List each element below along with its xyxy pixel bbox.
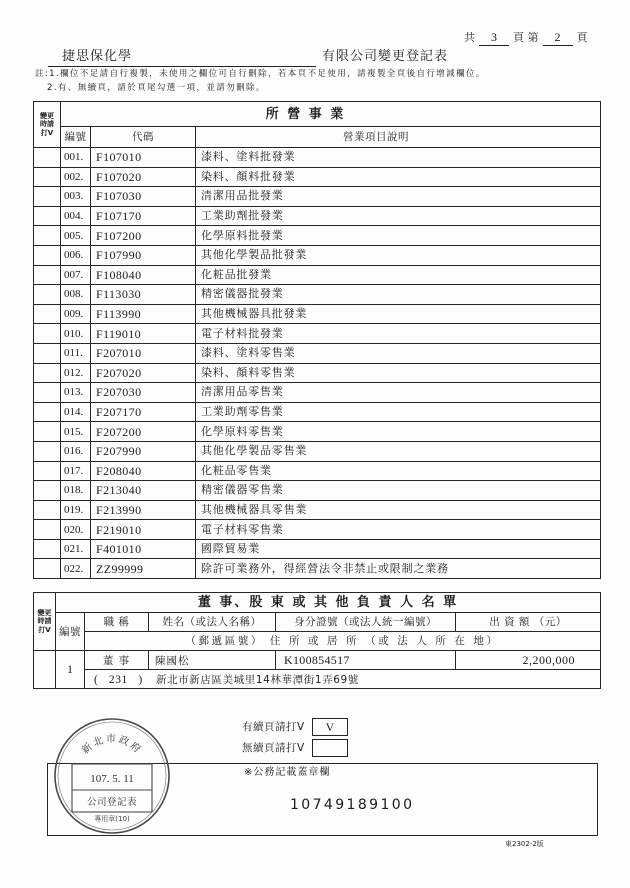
- item-code: F113030: [91, 285, 196, 305]
- seal-authority-arc: [79, 732, 145, 756]
- change-mark-cell: [34, 285, 61, 305]
- responsible-persons-table: [33, 592, 601, 689]
- item-description: 精密儀器零售業: [196, 481, 601, 501]
- item-number: 021.: [61, 539, 91, 559]
- item-number: 016.: [61, 441, 91, 461]
- column-header-number: 編號: [61, 127, 91, 148]
- page-counter: [464, 30, 588, 46]
- item-number: 020.: [61, 520, 91, 540]
- registration-number: 10749189100: [290, 797, 415, 813]
- business-item-row: [34, 539, 601, 559]
- persons-table-header-row: [34, 613, 601, 632]
- item-code: F207170: [91, 402, 196, 422]
- business-item-row: [34, 383, 601, 403]
- form-code: 東2302-2版: [505, 840, 544, 848]
- item-code: F213040: [91, 481, 196, 501]
- change-mark-cell: [34, 324, 61, 344]
- persons-table-title-row: [34, 593, 601, 613]
- business-item-row: [34, 441, 601, 461]
- item-code: F213990: [91, 500, 196, 520]
- item-number: 017.: [61, 461, 91, 481]
- item-code: F107170: [91, 206, 196, 226]
- item-number: 012.: [61, 363, 91, 383]
- column-header-name: 姓名（或法人名稱）: [149, 613, 276, 632]
- person-number: 1: [56, 651, 85, 689]
- change-mark-label-line: 時請: [40, 120, 54, 129]
- change-mark-cell: [34, 520, 61, 540]
- item-description: 精密儀器批發業: [196, 285, 601, 305]
- business-item-row: [34, 343, 601, 363]
- seal-line-1: 公司登記表: [86, 797, 138, 808]
- item-description: 清潔用品零售業: [196, 383, 601, 403]
- item-description: 電子材料批發業: [196, 324, 601, 344]
- item-code: F207030: [91, 383, 196, 403]
- change-mark-cell: [34, 539, 61, 559]
- item-description: 除許可業務外，得經營法令非禁止或限制之業務: [196, 559, 601, 579]
- column-header-capital: 出 資 額 （元）: [456, 613, 601, 632]
- item-description: 化學原料零售業: [196, 422, 601, 442]
- person-address-cell: [85, 670, 601, 689]
- continuation-label: 有續頁請打V: [242, 721, 305, 733]
- change-mark-cell: [34, 402, 61, 422]
- form-title: 有限公司變更登記表: [322, 49, 449, 64]
- persons-table-address-header-row: [34, 632, 601, 651]
- note-line-2: 2.有、無續頁，請於頁尾勾選一項，並請勿刪除。: [47, 83, 266, 93]
- item-code: F108040: [91, 265, 196, 285]
- business-item-row: [34, 245, 601, 265]
- company-name: 捷思保化學: [48, 48, 316, 67]
- column-header-number: 編號: [56, 613, 85, 651]
- business-item-row: [34, 167, 601, 187]
- item-code: F119010: [91, 324, 196, 344]
- item-number: 006.: [61, 245, 91, 265]
- business-item-row: [34, 148, 601, 168]
- business-item-row: [34, 226, 601, 246]
- item-description: 化粧品批發業: [196, 265, 601, 285]
- item-code: F107020: [91, 167, 196, 187]
- business-table-title-row: [34, 102, 601, 127]
- item-number: 019.: [61, 500, 91, 520]
- business-item-row: [34, 559, 601, 579]
- change-mark-cell: [34, 304, 61, 324]
- person-address: 新北市新店區美城里14林華潭街1弄69號: [156, 673, 359, 686]
- change-mark-cell: [34, 651, 56, 689]
- page-current: 2: [543, 30, 573, 46]
- business-item-row: [34, 324, 601, 344]
- item-code: F107200: [91, 226, 196, 246]
- column-header-position: 職 稱: [85, 613, 149, 632]
- seal-authority: 新北市政府: [80, 734, 144, 757]
- item-description: 染料、顏料批發業: [196, 167, 601, 187]
- change-mark-label-line: 打V: [38, 625, 51, 634]
- change-mark-cell: [34, 265, 61, 285]
- item-description: 清潔用品批發業: [196, 187, 601, 207]
- item-description: 其他化學製品批發業: [196, 245, 601, 265]
- item-number: 004.: [61, 206, 91, 226]
- no-continuation-label: 無續頁請打V: [242, 742, 305, 754]
- business-item-row: [34, 265, 601, 285]
- person-row: [34, 651, 601, 670]
- item-number: 005.: [61, 226, 91, 246]
- change-mark-label-line: 打V: [40, 128, 54, 137]
- item-code: F219010: [91, 520, 196, 540]
- change-mark-cell: [34, 187, 61, 207]
- change-mark-cell: [34, 167, 61, 187]
- business-item-row: [34, 304, 601, 324]
- page-counter-middle: 頁 第: [513, 31, 539, 44]
- change-mark-cell: [34, 206, 61, 226]
- item-description: 電子材料零售業: [196, 520, 601, 540]
- change-mark-cell: [34, 363, 61, 383]
- seal-date: 107. 5. 11: [90, 773, 134, 785]
- change-mark-cell: [34, 559, 61, 579]
- item-code: F107010: [91, 148, 196, 168]
- business-item-row: [34, 520, 601, 540]
- item-code: ZZ99999: [91, 559, 196, 579]
- item-number: 022.: [61, 559, 91, 579]
- item-description: 化學原料批發業: [196, 226, 601, 246]
- person-address-row: [34, 670, 601, 689]
- government-seal: [40, 700, 190, 845]
- item-number: 008.: [61, 285, 91, 305]
- item-description: 其他機械器具批發業: [196, 304, 601, 324]
- change-mark-cell: [34, 226, 61, 246]
- item-code: F207020: [91, 363, 196, 383]
- item-number: 007.: [61, 265, 91, 285]
- continuation-mark-box: V: [312, 718, 348, 736]
- item-description: 漆料、塗料批發業: [196, 148, 601, 168]
- column-header-description: 營業項目說明: [196, 127, 601, 148]
- column-header-address: （郵遞區號） 住 所 或 居 所 （或 法 人 所 在 地）: [85, 632, 601, 651]
- change-mark-cell: [34, 343, 61, 363]
- change-mark-cell: [34, 481, 61, 501]
- item-number: 018.: [61, 481, 91, 501]
- change-mark-label-line: 變更: [37, 608, 52, 617]
- item-code: F208040: [91, 461, 196, 481]
- business-item-row: [34, 422, 601, 442]
- business-item-row: [34, 187, 601, 207]
- change-mark-header: [34, 593, 56, 651]
- business-item-row: [34, 206, 601, 226]
- item-number: 010.: [61, 324, 91, 344]
- item-description: 染料、顏料零售業: [196, 363, 601, 383]
- change-mark-cell: [34, 461, 61, 481]
- change-mark-cell: [34, 148, 61, 168]
- item-description: 工業助劑批發業: [196, 206, 601, 226]
- item-number: 002.: [61, 167, 91, 187]
- item-description: 其他化學製品零售業: [196, 441, 601, 461]
- item-description: 漆料、塗料零售業: [196, 343, 601, 363]
- business-table-title: 所 營 事 業: [61, 102, 601, 127]
- item-code: F113990: [91, 304, 196, 324]
- business-items-table: [33, 101, 601, 579]
- seal-line-2: 專用章(10): [94, 815, 130, 823]
- page-counter-prefix: 共: [464, 31, 475, 44]
- no-continuation-mark-box: [312, 739, 348, 757]
- official-stamp-box-label: ※公務記載蓋章欄: [244, 767, 331, 778]
- item-number: 015.: [61, 422, 91, 442]
- person-position: 董 事: [85, 651, 149, 670]
- person-zip-code: ( 231 ): [94, 673, 143, 686]
- change-mark-cell: [34, 245, 61, 265]
- item-number: 011.: [61, 343, 91, 363]
- change-mark-label-line: 時請: [37, 617, 52, 626]
- column-header-id-number: 身分證號（或法人統一編號）: [276, 613, 456, 632]
- change-mark-header: [34, 102, 61, 148]
- person-name: 陳國松: [149, 651, 276, 670]
- person-capital: 2,200,000: [456, 651, 601, 670]
- change-mark-cell: [34, 383, 61, 403]
- item-code: F107990: [91, 245, 196, 265]
- business-item-row: [34, 481, 601, 501]
- item-code: F207200: [91, 422, 196, 442]
- item-code: F107030: [91, 187, 196, 207]
- business-item-row: [34, 500, 601, 520]
- note-line-1: 註:1.欄位不足請自行複製，未使用之欄位可自行刪除，若本頁不足使用，請複製全頁後自行增減欄位。: [35, 69, 486, 79]
- item-code: F207010: [91, 343, 196, 363]
- item-description: 其他機械器具零售業: [196, 500, 601, 520]
- change-mark-cell: [34, 422, 61, 442]
- item-code: F207990: [91, 441, 196, 461]
- change-mark-cell: [34, 441, 61, 461]
- item-description: 化粧品零售業: [196, 461, 601, 481]
- business-item-row: [34, 461, 601, 481]
- item-description: 工業助劑零售業: [196, 402, 601, 422]
- business-item-row: [34, 363, 601, 383]
- item-number: 014.: [61, 402, 91, 422]
- change-mark-cell: [34, 500, 61, 520]
- item-code: F401010: [91, 539, 196, 559]
- item-number: 001.: [61, 148, 91, 168]
- item-number: 003.: [61, 187, 91, 207]
- person-id-number: K100854517: [276, 651, 456, 670]
- item-description: 國際貿易業: [196, 539, 601, 559]
- page-counter-suffix: 頁: [576, 31, 588, 44]
- item-number: 009.: [61, 304, 91, 324]
- persons-table-title: 董 事、股 東 或 其 他 負 責 人 名 單: [56, 593, 601, 613]
- change-mark-label-line: 變更: [40, 111, 54, 120]
- item-number: 013.: [61, 383, 91, 403]
- page-total: 3: [479, 30, 509, 46]
- business-table-header-row: [34, 127, 601, 148]
- column-header-code: 代碼: [91, 127, 196, 148]
- business-item-row: [34, 402, 601, 422]
- business-item-row: [34, 285, 601, 305]
